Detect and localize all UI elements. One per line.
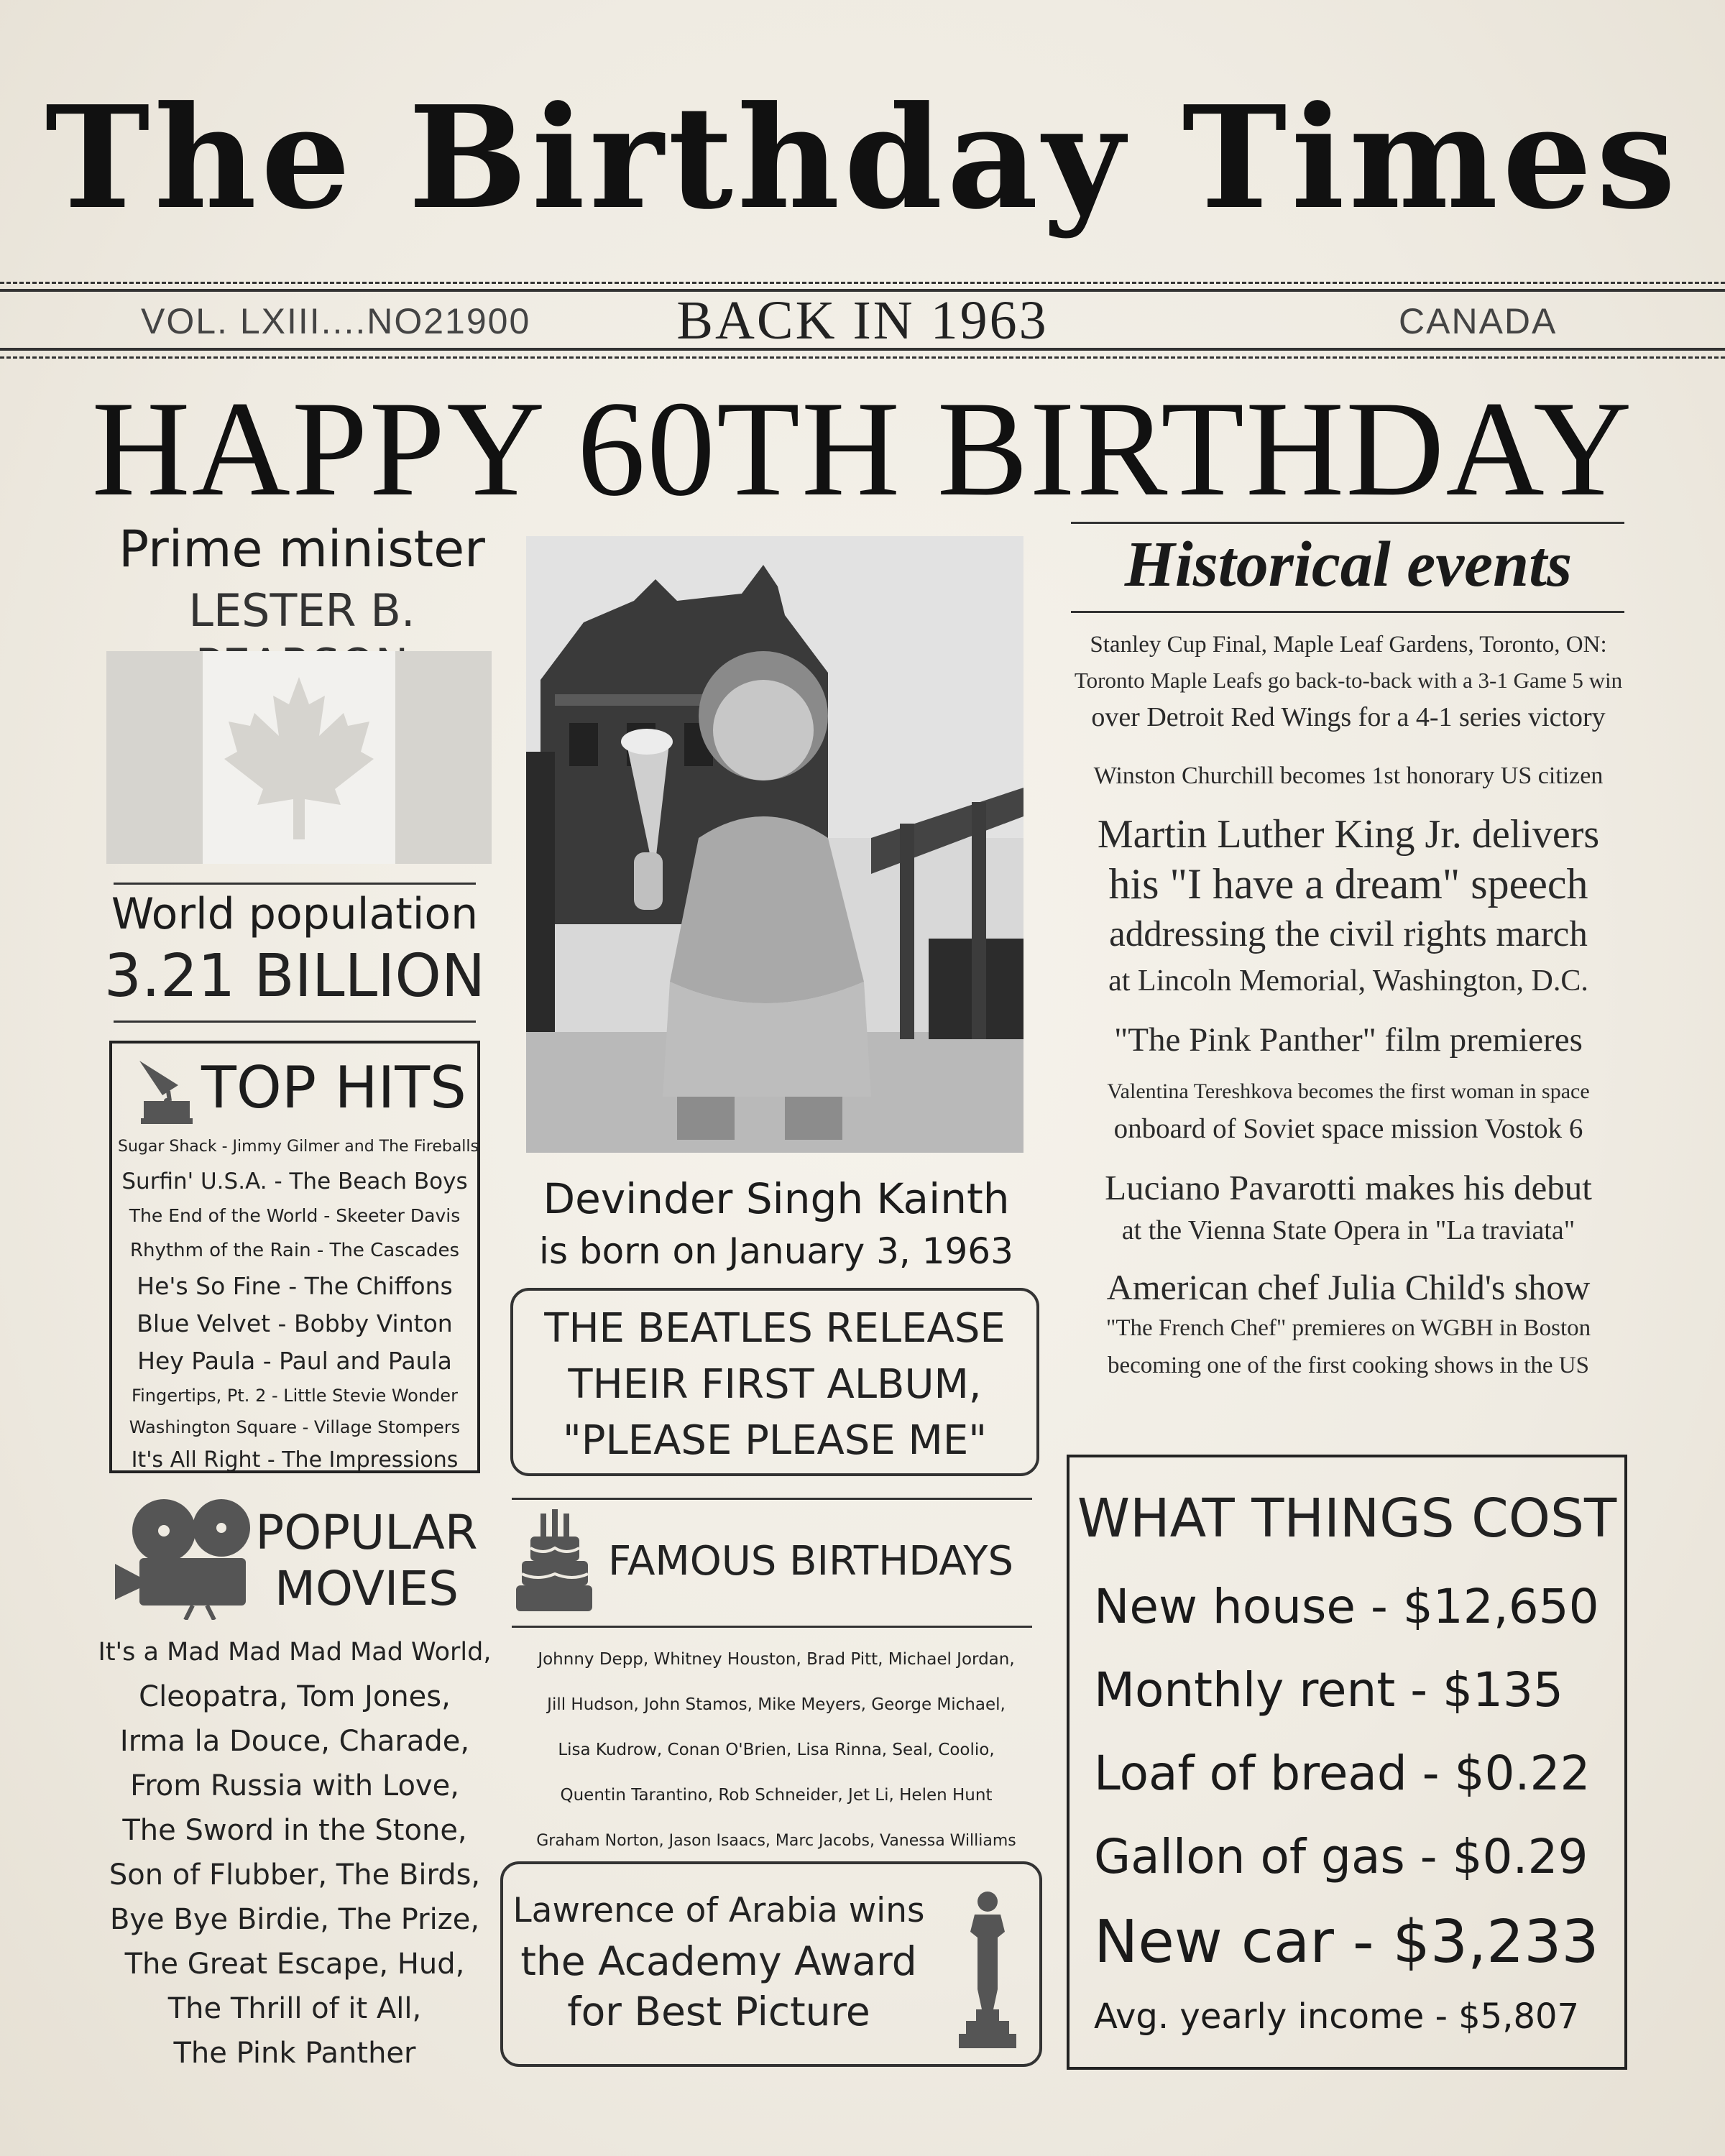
top-hit-item: Rhythm of the Rain - The Cascades bbox=[129, 1240, 460, 1261]
historical-event: "The Pink Panther" film premieres bbox=[1114, 1021, 1583, 1059]
famous-birthdays-line: Graham Norton, Jason Isaacs, Marc Jacobs, Vanessa Williams bbox=[536, 1832, 1016, 1850]
prime-minister-name: LESTER B. bbox=[188, 584, 415, 637]
movie-line: The Pink Panther bbox=[173, 2037, 416, 2070]
top-hit-item: Fingertips, Pt. 2 - Little Stevie Wonder bbox=[132, 1386, 458, 1406]
academy-line: for Best Picture bbox=[567, 1989, 870, 2035]
famous-birthdays-title: FAMOUS BIRTHDAYS bbox=[608, 1538, 1014, 1585]
historical-event: Luciano Pavarotti makes his debut at the Vienna State Opera in "La traviata" bbox=[1105, 1168, 1592, 1245]
birth-announcement-line1: Devinder Singh Kainth bbox=[543, 1174, 1010, 1223]
birthdays-rule-top bbox=[512, 1498, 1032, 1500]
population-rule-bottom bbox=[114, 1021, 476, 1023]
masthead-rule-dashed-top bbox=[0, 282, 1725, 284]
historical-event: Stanley Cup Final, Maple Leaf Gardens, Toronto, ON: Toronto Maple Leafs go back-to-back with a 3-1 Game 5 win over Detroit Red Wings for a 4-1 series victory bbox=[1074, 632, 1623, 732]
movie-line: Irma la Douce, Charade, bbox=[119, 1725, 470, 1758]
movie-line: It's a Mad Mad Mad Mad World, bbox=[98, 1638, 492, 1667]
top-hit-item: Hey Paula - Paul and Paula bbox=[137, 1347, 452, 1375]
top-hits-title: TOP HITS bbox=[201, 1054, 466, 1121]
top-hit-item: The End of the World - Skeeter Davis bbox=[129, 1205, 461, 1226]
top-hit-item: It's All Right - The Impressions bbox=[131, 1447, 459, 1473]
cost-item: Gallon of gas - $0.29 bbox=[1094, 1829, 1588, 1884]
famous-birthdays-line: Jill Hudson, John Stamos, Mike Meyers, George Michael, bbox=[547, 1695, 1006, 1714]
top-hit-item: He's So Fine - The Chiffons bbox=[137, 1272, 453, 1300]
cost-item: New house - $12,650 bbox=[1094, 1579, 1599, 1634]
top-hit-item: Blue Velvet - Bobby Vinton bbox=[137, 1309, 453, 1337]
population-rule-top bbox=[114, 883, 476, 885]
cost-item: Loaf of bread - $0.22 bbox=[1094, 1746, 1591, 1801]
top-hits-box bbox=[109, 1041, 480, 1473]
historical-event: Winston Churchill becomes 1st honorary US citizen bbox=[1093, 763, 1604, 789]
movie-line: The Great Escape, Hud, bbox=[124, 1948, 465, 1981]
birthday-cake-icon bbox=[515, 1508, 594, 1614]
oscar-statue-icon bbox=[954, 1889, 1021, 2050]
cost-item: New car - $3,233 bbox=[1094, 1908, 1599, 1976]
population-label: World population bbox=[111, 889, 479, 939]
academy-line: the Academy Award bbox=[520, 1938, 917, 1984]
beatles-line: THEIR FIRST ALBUM, bbox=[568, 1361, 982, 1408]
birthday-photo bbox=[526, 536, 1024, 1153]
beatles-box bbox=[510, 1288, 1039, 1476]
masthead-title: The Birthday Times bbox=[45, 75, 1680, 241]
movie-line: The Thrill of it All, bbox=[167, 1992, 422, 2025]
what-things-cost-title: WHAT THINGS COST bbox=[1077, 1488, 1617, 1549]
beatles-line: THE BEATLES RELEASE bbox=[544, 1305, 1006, 1352]
famous-birthdays-line: Quentin Tarantino, Rob Schneider, Jet Li, Helen Hunt bbox=[560, 1786, 993, 1805]
movie-line: Bye Bye Birdie, The Prize, bbox=[109, 1903, 480, 1936]
gramophone-icon bbox=[134, 1056, 194, 1125]
historical-event: Valentina Tereshkova becomes the first woman in space onboard of Soviet space mission Vostok 6 bbox=[1107, 1079, 1590, 1144]
popular-movies-title-line1: POPULAR bbox=[255, 1505, 478, 1560]
what-things-cost-box bbox=[1067, 1455, 1627, 2070]
birth-announcement-line2: is born on January 3, 1963 bbox=[539, 1230, 1013, 1272]
beatles-line: "PLEASE PLEASE ME" bbox=[563, 1417, 987, 1464]
historical-events-list bbox=[1054, 627, 1643, 1384]
prime-minister-label: Prime minister bbox=[119, 520, 485, 579]
top-hit-item: Washington Square - Village Stompers bbox=[129, 1417, 461, 1437]
famous-birthdays-line: Lisa Kudrow, Conan O'Brien, Lisa Rinna, Seal, Coolio, bbox=[558, 1741, 995, 1759]
cost-item: Avg. yearly income - $5,807 bbox=[1094, 1996, 1580, 2037]
historical-event: Martin Luther King Jr. delivers his "I have a dream" speech addressing the civil rights march at Lincoln Memorial, Washington, D.C. bbox=[1097, 812, 1600, 998]
top-hit-item: Sugar Shack - Jimmy Gilmer and The Fireballs bbox=[118, 1138, 479, 1156]
volume-number: VOL. LXIII....NO21900 bbox=[141, 301, 531, 341]
birthdays-rule-bottom bbox=[512, 1626, 1032, 1628]
movie-line: Cleopatra, Tom Jones, bbox=[139, 1680, 451, 1713]
birthday-headline: HAPPY 60TH BIRTHDAY bbox=[91, 374, 1634, 525]
popular-movies-title-line2: MOVIES bbox=[275, 1561, 459, 1616]
famous-birthdays-line: Johnny Depp, Whitney Houston, Brad Pitt, Michael Jordan, bbox=[538, 1650, 1015, 1669]
historical-event: American chef Julia Child's show "The French Chef" premieres on WGBH in Boston becoming one of the first cooking shows in the US bbox=[1105, 1267, 1591, 1378]
historical-rule-bottom bbox=[1071, 611, 1624, 613]
population-value: 3.21 BILLION bbox=[104, 942, 486, 1010]
top-hit-item: Surfin' U.S.A. - The Beach Boys bbox=[121, 1169, 468, 1194]
canada-flag-icon bbox=[106, 651, 492, 864]
movie-camera-icon bbox=[114, 1492, 262, 1620]
historical-rule-top bbox=[1071, 522, 1624, 524]
academy-line: Lawrence of Arabia wins bbox=[512, 1891, 925, 1930]
masthead-rule-dashed-bottom bbox=[0, 356, 1725, 359]
country-label: CANADA bbox=[1399, 301, 1558, 341]
historical-events-title: Historical events bbox=[1124, 529, 1573, 600]
movie-line: The Sword in the Stone, bbox=[122, 1814, 467, 1847]
movie-line: Son of Flubber, The Birds, bbox=[109, 1858, 481, 1892]
back-in-year: BACK IN 1963 bbox=[676, 290, 1049, 351]
academy-award-box bbox=[500, 1861, 1042, 2067]
masthead-rule-solid-bottom bbox=[0, 348, 1725, 351]
cost-item: Monthly rent - $135 bbox=[1094, 1662, 1563, 1718]
movie-line: From Russia with Love, bbox=[130, 1769, 459, 1802]
